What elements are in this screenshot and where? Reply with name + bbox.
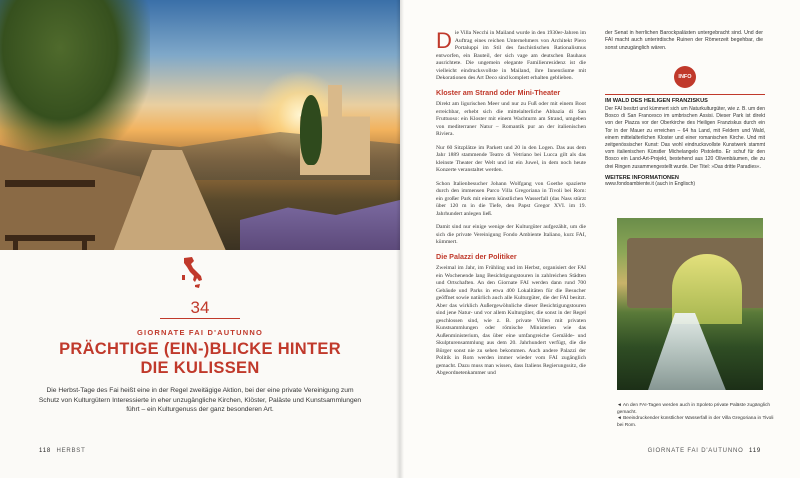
- folio-left: [36, 448, 86, 454]
- caption-1: ◄ An den FAI-Tagen werden auch in Spoleto private Paläste zugänglich gemacht.: [617, 403, 771, 415]
- paragraph: Zweimal im Jahr, im Frühling und im Herbst, organisiert der FAI ein Wochenende lang Besichtigungstouren in zahlreichen Städten und Ortschaften. An den Giornate FAI werden dann rund 700 Gebäude und Parks in etwa 400 Lokalitäten für die Besucher geöffnet sowie natürlich auch alle Kulturgüter, die der FAI besitzt. Aber das wirklich Außergewöhnliche dieser Besichtigungstouren sind jene Natur- und vor allem Kulturgüter, die sonst in der Regel geschlossen sind, wie z. B. private Villen mit privaten Kunstsammlungen oder römische Ministerien wie das Außenministerium, das über eine umfangreiche Gemälde- und Skulpturensammlung aus dem 20. Jahrhundert verfügt, die die Bürger sonst nie zu sehen bekommen. Auch andere Palazzi der Politik in Rom werden immer wieder vom FAI zugänglich gemacht. Dazu muss man wissen, dass Italiens Regierungssitz, die Abgeordnetenkammer und: [436, 265, 586, 376]
- more-info-link[interactable]: www.fondoambiente.it (auch in Englisch): [605, 180, 696, 187]
- intro-paragraph: Die Herbst-Tage des Fai heißt eine in der Regel zweitägige Aktion, bei der eine private Vereinigung zum Schutz von Kulturgütern Interessierte in eher unzugängliche Kirchen, Klöster, Paläste und Kunstsammlungen führt – ein Kulturgenuss der ganz besonderen Art.: [38, 387, 362, 414]
- chapter-rule: [160, 318, 240, 319]
- tree-foliage: [0, 0, 150, 160]
- info-title: IM WALD DES HEILIGEN FRANZISKUS: [605, 98, 708, 104]
- headline-line-2: DIE KULISSEN: [140, 359, 260, 377]
- paragraph-text: ie Villa Necchi in Mailand wurde in den 1930er-Jahren im Auftrag eines reichen Unternehmers von Architekt Piero Portaluppi im Stil des faschistischen Rationalismus entworfen, ein Bauteil, der sich vage am deutschen Bauhaus ausrichtete. Die ungemein elegante Familienresidenz ist die vielleicht eindrucksvollste in Mailand, ihre Innenräume mit Dekorationen des Art Deco sind komplett erhalten geblieben.: [436, 30, 586, 81]
- italy-map-icon: [178, 256, 204, 290]
- info-box: [605, 94, 765, 187]
- info-body: Der FAI besitzt und kümmert sich um Naturkulturgüter, wie z. B. um den Bosco di San Francesco im umbrischen Assisi. Dieser Park ist direkt von der Piazza vor der Oberkirche des Heiligen Franziskus durch ein Tor in der Mauer zu erreichen – 64 ha Land, mit Feldern und Wald, einem mittelalterlichen Kloster und einer romanischen Kirche. Und mit zeitgenössischer Kunst: Das wohl eindrucksvollste Kunstwerk stammt vom italienischen Künstler Michelangelo Pistoletto. Er schuf für den Bosco ein Land-Art-Projekt, bestehend aus 120 Olivenbäumen, die zu drei Ringen zusammengestellt wurde. Der Titel: »Das dritte Paradies«.: [605, 106, 765, 170]
- cypress-tree: [300, 95, 322, 165]
- lavender-field: [240, 200, 400, 250]
- more-info-title: WEITERE INFORMATIONEN: [605, 174, 679, 181]
- paragraph: Damit sind nur einige wenige der Kulturgüter aufgezählt, um die sich die private Vereinigung Fondo Ambiente Italiano, kurz FAI, kümmert.: [436, 224, 586, 245]
- right-page: [400, 0, 800, 478]
- chapter-number: 34: [190, 298, 210, 317]
- paragraph: [436, 30, 586, 83]
- text-column-2: [605, 30, 763, 58]
- paragraph: der Senat in herrlichen Barockpalästen untergebracht sind. Und der FAI macht auch unterirdische Ruinen der Römerzeit begehbar, die sonst unzugänglich wären.: [605, 30, 763, 51]
- section-kicker: GIORNATE FAI D'AUTUNNO: [137, 328, 263, 337]
- page-number-right: 119: [749, 448, 761, 454]
- subheading: Kloster am Strand oder Mini-Theater: [436, 87, 561, 97]
- paragraph: Schon Italienbesucher Johann Wolfgang von Goethe spazierte durch den immensen Parco Villa Gregoriana in Tivoli bei Rom: ein großer Park mit einem künstlichen Wasserfall (das Nass stürzt über 120 m in die Tiefe, den Papst Gregor XVI. im 19. Jahrhundert anlegen ließ.: [436, 180, 586, 217]
- wooden-bench: [5, 180, 95, 241]
- assisi-landscape-photo: [0, 0, 400, 250]
- paragraph: Direkt am ligurischen Meer und nur zu Fuß oder mit einem Boot erreichbar, erhebt sich die mittelalterliche Abbazia di San Fruttuoso: ein Kloster mit einem Wachturm am Strand, umgeben von mediterraner Natur – Romantik pur an der italienischen Riviera.: [436, 101, 586, 137]
- dropcap: D: [436, 28, 452, 53]
- article-headline: [40, 340, 360, 378]
- info-badge: INFO: [674, 66, 696, 88]
- running-head-left: HERBST: [56, 448, 86, 454]
- photo-captions: [617, 403, 777, 429]
- caption-2: ◄ Beeindruckender künstlicher Wasserfall in der Villa Gregoriana in Tivoli bei Rom.: [617, 416, 774, 428]
- folio-right: [648, 448, 764, 454]
- waterfall: [647, 313, 727, 390]
- running-head-right: GIORNATE FAI D'AUTUNNO: [647, 448, 744, 454]
- paragraph: Nur 60 Sitzplätze im Parkett und 20 in den Logen. Das aus dem Jahr 1889 stammende Teatro di Vetriano bei Lucca gilt als das kleinste Theater der Welt und ist ein Juwel, in dem noch heute Konzerte veranstaltet werden.: [436, 144, 586, 173]
- page-number-left: 118: [39, 448, 51, 454]
- waterfall-bridge-photo: [617, 218, 763, 390]
- headline-line-1: PRÄCHTIGE (EIN-)BLICKE HINTER: [59, 340, 341, 358]
- subheading: Die Palazzi der Politiker: [436, 251, 517, 261]
- book-gutter: [396, 0, 404, 478]
- text-column-1: [436, 30, 586, 384]
